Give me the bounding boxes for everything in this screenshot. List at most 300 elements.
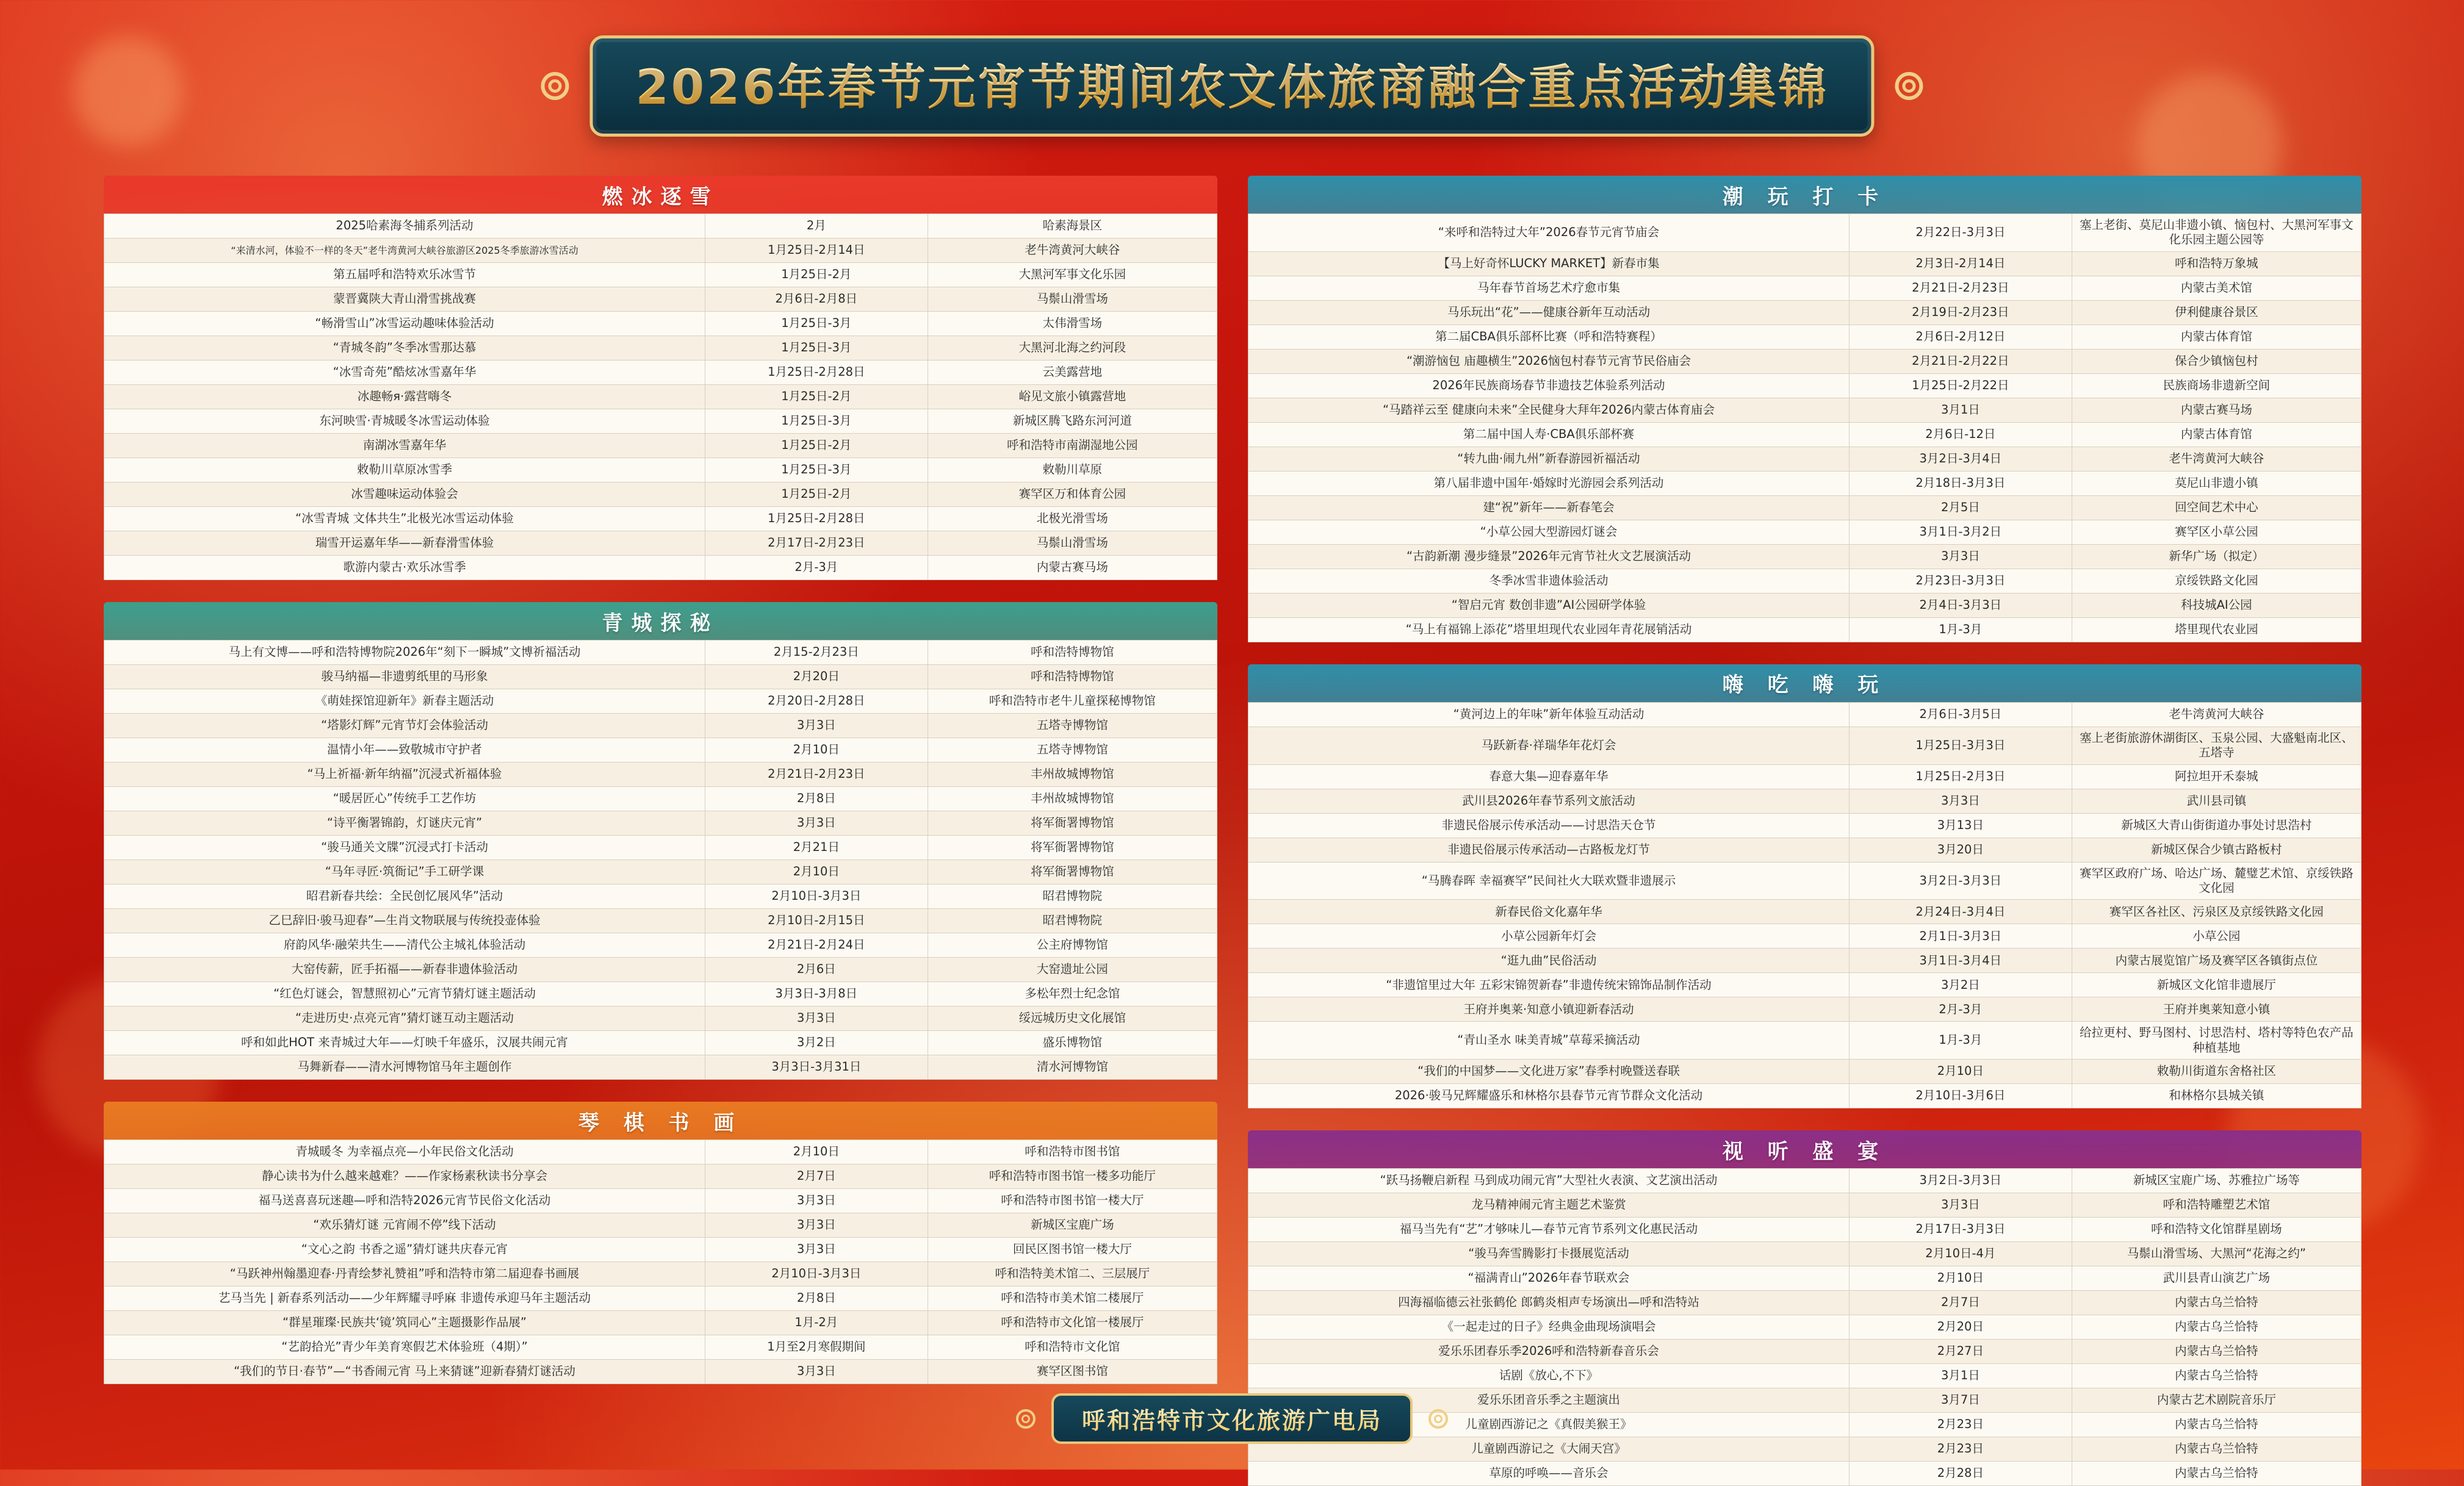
activity-table-haichihaiwan [1248,702,2361,1108]
activity-place: 保合少镇恼包村 [2072,349,2361,373]
activity-name: 大窑传薪，匠手拓福——新春非遗体验活动 [104,958,705,982]
activity-place: 赛罕区各社区、污泉区及京绥铁路文化园 [2072,900,2361,924]
activity-name: 马跃新春·祥瑞华年花灯会 [1248,727,1850,764]
activity-name: 冰趣畅я·露营嗨冬 [104,385,705,409]
activity-name: 小草公园新年灯会 [1248,924,1850,949]
activity-time: 3月3日 [705,714,928,738]
activity-time: 2月10日 [1849,1266,2072,1291]
activity-name: 歌游内蒙古·欢乐冰雪季 [104,556,705,580]
activity-time: 1月25日-2月28日 [705,507,928,531]
activity-place: 老牛湾黄河大峡谷 [2072,702,2361,727]
activity-place: 丰州故城博物馆 [928,787,1217,811]
activity-time: 1月-3月 [1849,1022,2072,1060]
table-row [104,860,1217,885]
activity-name: “骏马奔雪腾影打卡摄展览活动 [1248,1242,1850,1266]
activity-place: 丰州故城博物馆 [928,763,1217,787]
footer-bar [1014,1393,1450,1444]
activity-place: 绥远城历史文化展馆 [928,1007,1217,1031]
activity-place: 将军衙署博物馆 [928,860,1217,885]
activity-name: “来呼和浩特过大年”2026春节元宵节庙会 [1248,214,1850,252]
activity-place: 呼和浩特市图书馆一楼大厅 [928,1189,1217,1213]
activity-time: 2月21日-2月23日 [705,763,928,787]
activity-time: 3月2日-3月4日 [1849,447,2072,471]
activity-name: “智启元宵 数创非遗”AI公园研学体验 [1248,593,1850,617]
table-row [104,1238,1217,1262]
activity-name: 马上有文博——呼和浩特博物院2026年“刻下一瞬城”文博祈福活动 [104,641,705,665]
table-row [1248,702,2361,727]
activity-place: 和林格尔县城关镇 [2072,1084,2361,1108]
activity-time: 2月18日-3月3日 [1849,471,2072,495]
activity-name: “欢乐猜灯谜 元宵闹不停”线下活动 [104,1213,705,1238]
activity-name: 建“祝”新年——新春笔会 [1248,495,1850,520]
activity-time: 1月25日-3月3日 [1849,727,2072,764]
activity-name: “转九曲·闹九州”新春游园祈福活动 [1248,447,1850,471]
table-row [1248,214,2361,252]
table-row [1248,838,2361,862]
activity-place: 马鬃山滑雪场 [928,287,1217,312]
activity-time: 2月17日-3月3日 [1849,1218,2072,1242]
activity-name: “塔影灯辉”元宵节灯会体验活动 [104,714,705,738]
table-row [1248,1084,2361,1108]
activity-time: 1月25日-3月 [705,409,928,434]
activity-time: 3月3日 [705,1189,928,1213]
activity-time: 2月21日 [705,836,928,860]
activity-place: 云美露营地 [928,361,1217,385]
activity-time: 2月24日-3月4日 [1849,900,2072,924]
activity-name: 敕勒川草原冰雪季 [104,458,705,483]
activity-name: “黄河边上的年味”新年体验互动活动 [1248,702,1850,727]
activity-name: “我们的中国梦——文化进万家”春季村晚暨送春联 [1248,1060,1850,1084]
activity-place: 北极光滑雪场 [928,507,1217,531]
activity-name: “我们的节日·春节”—“书香闹元宵 马上来猜谜”迎新春猜灯谜活动 [104,1360,705,1384]
section-header-shitingshengyan: 视 听 盛 宴 [1248,1130,2361,1168]
activity-place: 大黑河军事文化乐园 [928,263,1217,287]
activity-place: 内蒙古乌兰恰特 [2072,1364,2361,1388]
activity-name: 第五届呼和浩特欢乐冰雪节 [104,263,705,287]
chinese-knot-icon-footer-right [1426,1407,1450,1431]
table-row [104,214,1217,239]
activity-place: 敕勒川草原 [928,458,1217,483]
activity-name: “马跃神州翰墨迎春·丹青绘梦礼赞祖”呼和浩特市第二届迎春书画展 [104,1262,705,1287]
activity-place: 塞上老街旅游休湖街区、玉泉公园、大盛魁南北区、五塔寺 [2072,727,2361,764]
activity-place: 将军衙署博物馆 [928,811,1217,836]
activity-time: 2月23日 [1849,1413,2072,1437]
table-row [1248,1218,2361,1242]
activity-time: 2月10日 [1849,1060,2072,1084]
activity-name: “骏马通关文牒”沉浸式打卡活动 [104,836,705,860]
activity-place: 大窑遗址公园 [928,958,1217,982]
chinese-knot-icon-left [536,67,574,105]
activity-place: 五塔寺博物馆 [928,714,1217,738]
activity-name: “马年寻匠·筑衙记”手工研学课 [104,860,705,885]
activity-time: 3月2日 [1849,973,2072,997]
activity-name: 《萌娃探馆迎新年》新春主题活动 [104,689,705,714]
table-row [1248,569,2361,593]
table-row [1248,973,2361,997]
table-row [1248,949,2361,973]
activity-time: 2月-3月 [705,556,928,580]
activity-time: 3月7日 [1849,1388,2072,1413]
table-row [104,763,1217,787]
activity-place: 赛罕区小草公园 [2072,520,2361,544]
activity-time: 2月19日-2月23日 [1849,300,2072,325]
left-column [104,176,1217,1486]
activity-place: 阿拉坦开禾泰城 [2072,764,2361,789]
table-row [1248,764,2361,789]
activity-place: 小草公园 [2072,924,2361,949]
activity-time: 2月6日 [705,958,928,982]
activity-place: 王府并奥莱知意小镇 [2072,997,2361,1022]
activity-time: 2月10日 [705,738,928,763]
activity-place: 塞上老街、莫尼山非遗小镇、恼包村、大黑河军事文化乐园主题公园等 [2072,214,2361,252]
activity-place: 呼和浩特美术馆二、三层展厅 [928,1262,1217,1287]
activity-place: 内蒙古乌兰恰特 [2072,1437,2361,1462]
activity-name: “诗平衡署锦韵，灯谜庆元宵” [104,811,705,836]
activity-name: 非遗民俗展示传承活动——讨思浩天仓节 [1248,813,1850,838]
activity-time: 2月5日 [1849,495,2072,520]
activity-place: 内蒙古乌兰恰特 [2072,1340,2361,1364]
activity-place: 新城区大青山街街道办事处讨思浩村 [2072,813,2361,838]
activity-place: 科技城AI公园 [2072,593,2361,617]
activity-name: 爱乐乐团音乐季之主题演出 [1248,1388,1850,1413]
activity-table-chaowandaka [1248,214,2361,642]
activity-time: 3月3日-3月8日 [705,982,928,1007]
activity-name: “跃马扬鞭启新程 马到成功闹元宵”大型社火表演、文艺演出活动 [1248,1169,1850,1193]
table-row [104,361,1217,385]
activity-place: 盛乐博物馆 [928,1031,1217,1055]
table-row [104,458,1217,483]
activity-place: 塔里现代农业园 [2072,617,2361,642]
activity-name: “青山圣水 味美青城”草莓采摘活动 [1248,1022,1850,1060]
activity-name: 武川县2026年春节系列文旅活动 [1248,789,1850,813]
activity-place: 呼和浩特博物馆 [928,665,1217,689]
activity-time: 3月3日 [1849,1193,2072,1218]
activity-time: 2月7日 [705,1165,928,1189]
activity-place: 大黑河北海之约河段 [928,336,1217,361]
activity-name: 话剧《放心,不下》 [1248,1364,1850,1388]
activity-time: 1月25日-3月 [705,312,928,336]
footer-organization: 呼和浩特市文化旅游广电局 [1082,1402,1382,1435]
activity-place: 昭君博物院 [928,909,1217,933]
table-row [1248,1193,2361,1218]
activity-place: 太伟滑雪场 [928,312,1217,336]
table-row [104,434,1217,458]
activity-name: 南湖冰雪嘉年华 [104,434,705,458]
activity-place: 赛罕区政府广场、哈达广场、麓璧艺术馆、京绥铁路文化园 [2072,862,2361,900]
section-qiqishuhua [104,1102,1217,1384]
activity-place: 呼和浩特市图书馆 [928,1140,1217,1165]
activity-place: 将军衙署博物馆 [928,836,1217,860]
activity-name: 福马当先有“艺”才够味儿—春节元宵节系列文化惠民活动 [1248,1218,1850,1242]
activity-place: 呼和浩特万象城 [2072,251,2361,276]
activity-place: 马鬃山滑雪场 [928,531,1217,556]
table-row [1248,617,2361,642]
activity-name: 2025哈素海冬捕系列活动 [104,214,705,239]
table-row [104,531,1217,556]
activity-name: 温情小年——致敬城市守护者 [104,738,705,763]
activity-time: 3月2日 [705,1031,928,1055]
table-row [104,483,1217,507]
activity-table-qiqishuhua [104,1140,1217,1384]
activity-name: 【马上好奇怀LUCKY MARKET】新春市集 [1248,251,1850,276]
activity-time: 1月25日-3月 [705,336,928,361]
table-row [104,336,1217,361]
activity-time: 3月1日 [1849,398,2072,422]
table-row [1248,727,2361,764]
activity-time: 1月25日-2月28日 [705,361,928,385]
activity-time: 2月10日-2月15日 [705,909,928,933]
activity-name: 龙马精神闹元宵主题艺术鉴赏 [1248,1193,1850,1218]
activity-name: “马腾春晖 幸福赛罕”民间社火大联欢暨非遗展示 [1248,862,1850,900]
table-row [1248,471,2361,495]
table-row [104,1031,1217,1055]
table-row [104,1360,1217,1384]
activity-place: 呼和浩特市图书馆一楼多功能厅 [928,1165,1217,1189]
activity-name: 福马送喜喜玩迷趣—呼和浩特2026元宵节民俗文化活动 [104,1189,705,1213]
activity-name: 青城暖冬 为幸福点亮—小年民俗文化活动 [104,1140,705,1165]
activity-time: 3月1日-3月4日 [1849,949,2072,973]
table-row [104,409,1217,434]
activity-name: “马踏祥云至 健康向未来”全民健身大拜年2026内蒙古体育庙会 [1248,398,1850,422]
activity-place: 莫尼山非遗小镇 [2072,471,2361,495]
activity-name: “马上祈福·新年纳福”沉浸式祈福体验 [104,763,705,787]
activity-time: 3月3日 [705,1238,928,1262]
table-row [1248,349,2361,373]
table-row [1248,1364,2361,1388]
activity-name: 马舞新春——清水河博物馆马年主题创作 [104,1055,705,1080]
activity-time: 3月20日 [1849,838,2072,862]
activity-place: 京绥铁路文化园 [2072,569,2361,593]
table-row [104,385,1217,409]
activity-time: 2月22日-3月3日 [1849,214,2072,252]
table-row [104,958,1217,982]
activity-name: “冰雪奇苑”酷炫冰雪嘉年华 [104,361,705,385]
table-row [1248,862,2361,900]
activity-place: 新城区保合少镇古路板村 [2072,838,2361,862]
activity-time: 2月20日 [1849,1315,2072,1340]
table-row [104,641,1217,665]
activity-time: 2月3日-2月14日 [1849,251,2072,276]
activity-place: 内蒙古乌兰恰特 [2072,1413,2361,1437]
activity-place: 多松年烈士纪念馆 [928,982,1217,1007]
table-row [1248,1022,2361,1060]
activity-name: “群星璀璨·民族共‘镜’筑同心”主题摄影作品展” [104,1311,705,1335]
activity-time: 3月3日-3月31日 [705,1055,928,1080]
activity-time: 2月10日 [705,860,928,885]
table-row [1248,325,2361,349]
activity-place: 新城区文化馆非遗展厅 [2072,973,2361,997]
table-row [1248,544,2361,569]
activity-name: “潮游恼包 庙趣横生”2026恼包村春节元宵节民俗庙会 [1248,349,1850,373]
activity-name: “暖居匠心”传统手工艺作坊 [104,787,705,811]
table-row [104,1189,1217,1213]
table-row [104,1140,1217,1165]
activity-time: 2月6日-2月12日 [1849,325,2072,349]
activity-name: 《一起走过的日子》经典金曲现场演唱会 [1248,1315,1850,1340]
activity-time: 2月10日-3月3日 [705,885,928,909]
activity-place: 回空间艺术中心 [2072,495,2361,520]
chinese-knot-icon-right [1890,67,1928,105]
activity-place: 呼和浩特市文化馆 [928,1335,1217,1360]
table-row [104,1213,1217,1238]
activity-time: 2月4日-3月3日 [1849,593,2072,617]
section-header-haichihaiwan: 嗨 吃 嗨 玩 [1248,664,2361,702]
activity-time: 3月13日 [1849,813,2072,838]
activity-place: 给拉更村、野马图村、讨思浩村、塔村等特色农产品种植基地 [2072,1022,2361,1060]
activity-time: 2月27日 [1849,1340,2072,1364]
activity-name: 冰雪趣味运动体验会 [104,483,705,507]
activity-place: 新城区宝鹿广场 [928,1213,1217,1238]
activity-name: 草原的呼唤——音乐会 [1248,1462,1850,1486]
page-title: 2026年春节元宵节期间农文体旅商融合重点活动集锦 [635,49,1828,118]
activity-name: 艺马当先 | 新春系列活动——少年辉耀寻呼麻 非遗传承迎马年主题活动 [104,1287,705,1311]
chinese-knot-icon-footer-left [1014,1407,1038,1431]
table-row [104,263,1217,287]
activity-name: 乙巳辞旧·骏马迎春”—生肖文物联展与传统投壶体验 [104,909,705,933]
activity-name: 府韵风华·融荣共生——清代公主城礼体验活动 [104,933,705,958]
activity-time: 2月10日-4月 [1849,1242,2072,1266]
activity-name: “青城冬韵”冬季冰雪那达慕 [104,336,705,361]
activity-place: 呼和浩特市老牛儿童探秘博物馆 [928,689,1217,714]
activity-name: 呼和如此HOT 来青城过大年——灯映千年盛乐，汉展共闹元宵 [104,1031,705,1055]
activity-name: 儿童剧西游记之《真假美猴王》 [1248,1413,1850,1437]
activity-name: 四海福临德云社张鹤伦 郎鹤炎相声专场演出—呼和浩特站 [1248,1291,1850,1315]
activity-place: 内蒙古美术馆 [2072,276,2361,300]
activity-name: 马乐玩出“花”——健康谷新年互动活动 [1248,300,1850,325]
activity-name: 儿童剧西游记之《大闹天宫》 [1248,1437,1850,1462]
table-row [1248,997,2361,1022]
table-row [104,689,1217,714]
table-row [1248,1266,2361,1291]
activity-place: 昭君博物院 [928,885,1217,909]
activity-name: “非遗馆里过大年 五彩宋锦贺新春”非遗传统宋锦饰品制作活动 [1248,973,1850,997]
activity-time: 2月10日-3月3日 [705,1262,928,1287]
activity-place: 哈素海景区 [928,214,1217,239]
table-row [104,1165,1217,1189]
table-row [1248,276,2361,300]
activity-table-ranbingzhuxue [104,214,1217,580]
activity-time: 2月10日-3月6日 [1849,1084,2072,1108]
activity-time: 3月2日-3月3日 [1849,862,2072,900]
activity-name: “红色灯谜会，智慧照初心”元宵节猜灯谜主题活动 [104,982,705,1007]
table-row [104,312,1217,336]
section-header-qiqishuhua: 琴 棋 书 画 [104,1102,1217,1140]
activity-place: 武川县青山演艺广场 [2072,1266,2361,1291]
activity-name: 春意大集—迎春嘉年华 [1248,764,1850,789]
table-row [1248,813,2361,838]
table-row [1248,300,2361,325]
activity-name: “畅滑雪山”冰雪运动趣味体验活动 [104,312,705,336]
table-row [104,1007,1217,1031]
activity-time: 2月6日-2月8日 [705,287,928,312]
table-row [104,556,1217,580]
table-row [1248,1242,2361,1266]
activity-name: 王府并奥莱·知意小镇迎新春活动 [1248,997,1850,1022]
activity-name: “冰雪青城 文体共生”北极光冰雪运动体验 [104,507,705,531]
activity-place: 武川县司镇 [2072,789,2361,813]
activity-name: “小草公园大型游园灯谜会 [1248,520,1850,544]
activity-name: “来清水河，体验不一样的冬天”老牛湾黄河大峡谷旅游区2025冬季旅游冰雪活动 [104,239,705,263]
activity-time: 3月3日 [705,811,928,836]
activity-place: 老牛湾黄河大峡谷 [928,239,1217,263]
activity-time: 1月25日-2月3日 [1849,764,2072,789]
activity-time: 1月-2月 [705,1311,928,1335]
table-row [104,1262,1217,1287]
activity-name: 新春民俗文化嘉年华 [1248,900,1850,924]
activity-name: 昭君新春共绘：全民创忆展风华”活动 [104,885,705,909]
activity-time: 2月20日-2月28日 [705,689,928,714]
bokeh-decor [73,37,183,146]
table-row [104,1287,1217,1311]
table-row [1248,373,2361,398]
activity-name: 骏马纳福—非遗剪纸里的马形象 [104,665,705,689]
table-row [104,909,1217,933]
activity-time: 2月15-2月23日 [705,641,928,665]
activity-time: 2月8日 [705,787,928,811]
table-row [104,982,1217,1007]
activity-place: 峪见文旅小镇露营地 [928,385,1217,409]
table-row [1248,1291,2361,1315]
activity-place: 呼和浩特雕塑艺术馆 [2072,1193,2361,1218]
activity-name: 2026年民族商场春节非遗技艺体验系列活动 [1248,373,1850,398]
activity-place: 内蒙古赛马场 [2072,398,2361,422]
activity-name: 爱乐乐团春乐季2026呼和浩特新春音乐会 [1248,1340,1850,1364]
section-header-qingchengtanmi: 青城探秘 [104,602,1217,640]
activity-time: 3月3日 [705,1360,928,1384]
content-columns [104,176,2361,1486]
activity-place: 马鬃山滑雪场、大黑河“花海之约” [2072,1242,2361,1266]
section-ranbingzhuxue [104,176,1217,580]
activity-name: “艺韵拾光”青少年美育寒假艺术体验班（4期）” [104,1335,705,1360]
table-row [1248,1169,2361,1193]
activity-time: 1月25日-2月22日 [1849,373,2072,398]
activity-time: 2月20日 [705,665,928,689]
table-row [1248,789,2361,813]
activity-time: 1月25日-2月 [705,263,928,287]
activity-place: 老牛湾黄河大峡谷 [2072,447,2361,471]
right-column [1248,176,2361,1486]
activity-place: 赛罕区万和体育公园 [928,483,1217,507]
activity-place: 回民区图书馆一楼大厅 [928,1238,1217,1262]
table-row [104,885,1217,909]
activity-name: “逛九曲”民俗活动 [1248,949,1850,973]
activity-table-qingchengtanmi [104,640,1217,1080]
section-header-ranbingzhuxue: 燃冰逐雪 [104,176,1217,214]
table-row [1248,1060,2361,1084]
table-row [1248,593,2361,617]
activity-time: 2月7日 [1849,1291,2072,1315]
activity-time: 1月-3月 [1849,617,2072,642]
activity-time: 2月1日-3月3日 [1849,924,2072,949]
table-row [1248,398,2361,422]
poster-title-bar [536,35,1928,137]
activity-time: 2月21日-2月22日 [1849,349,2072,373]
activity-time: 2月-3月 [1849,997,2072,1022]
table-row [104,287,1217,312]
activity-name: 静心读书为什么越来越难？——作家杨素秋读书分享会 [104,1165,705,1189]
table-row [104,836,1217,860]
activity-time: 2月 [705,214,928,239]
activity-time: 1月25日-2月 [705,434,928,458]
activity-time: 3月3日 [705,1213,928,1238]
activity-place: 内蒙古展览馆广场及赛罕区各镇街点位 [2072,949,2361,973]
activity-name: 蒙晋冀陕大青山滑雪挑战赛 [104,287,705,312]
activity-time: 2月6日-3月5日 [1849,702,2072,727]
section-chaowandaka [1248,176,2361,642]
activity-place: 清水河博物馆 [928,1055,1217,1080]
table-row [104,811,1217,836]
activity-place: 五塔寺博物馆 [928,738,1217,763]
